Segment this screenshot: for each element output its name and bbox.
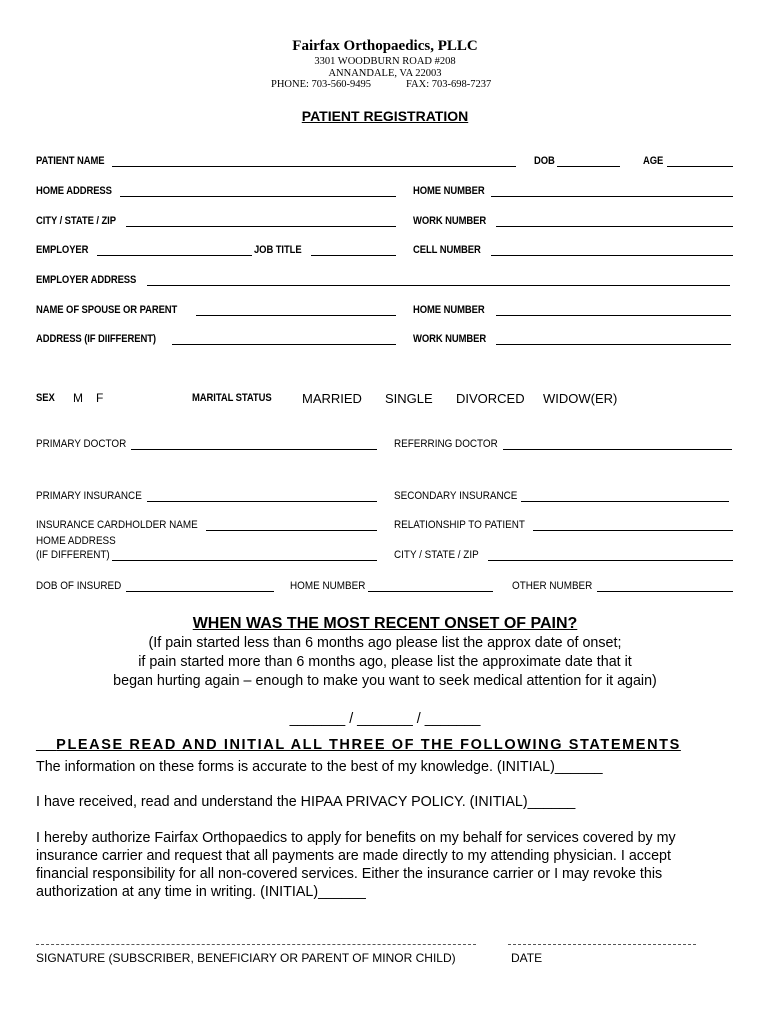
job-title-label: JOB TITLE	[254, 244, 302, 256]
work-number-label: WORK NUMBER	[413, 215, 487, 227]
statement-authorization-line3: financial responsibility for all non-covered services. Either the insurance carrier or I may revoke this	[36, 866, 663, 882]
dob-insured-field[interactable]	[126, 591, 274, 592]
insured-if-different-label: (IF DIFFERENT)	[36, 549, 110, 561]
home-address-field[interactable]	[120, 196, 396, 197]
statement-authorization-line2: insurance carrier and request that all payments are made directly to my attending physician. I accept	[36, 848, 671, 864]
secondary-insurance-field[interactable]	[521, 501, 729, 502]
spouse-work-number-label: WORK NUMBER	[413, 333, 487, 345]
home-number-label: HOME NUMBER	[413, 185, 485, 197]
practice-phone: PHONE: 703-560-9495	[271, 79, 372, 90]
primary-insurance-field[interactable]	[147, 501, 377, 502]
relationship-label: RELATIONSHIP TO PATIENT	[394, 519, 525, 531]
employer-address-field[interactable]	[147, 285, 730, 286]
practice-fax: FAX: 703-698-7237	[406, 79, 492, 90]
sex-option-m[interactable]: M	[73, 391, 83, 405]
home-address-label: HOME ADDRESS	[36, 185, 112, 197]
city-state-zip-label: CITY / STATE / ZIP	[36, 215, 116, 227]
spouse-work-number-field[interactable]	[496, 344, 731, 345]
primary-insurance-label: PRIMARY INSURANCE	[36, 490, 142, 502]
insured-home-number-field[interactable]	[368, 591, 493, 592]
statement-accuracy: The information on these forms is accurate to the best of my knowledge. (INITIAL)______	[36, 759, 603, 775]
spouse-home-number-field[interactable]	[496, 315, 731, 316]
marital-option-divorced[interactable]: DIVORCED	[456, 391, 525, 406]
spouse-home-number-label: HOME NUMBER	[413, 304, 485, 316]
other-number-field[interactable]	[597, 591, 733, 592]
insured-home-number-label: HOME NUMBER	[290, 580, 366, 592]
statement-hipaa: I have received, read and understand the HIPAA PRIVACY POLICY. (INITIAL)______	[36, 794, 576, 810]
employer-field[interactable]	[97, 255, 252, 256]
relationship-field[interactable]	[533, 530, 733, 531]
work-number-field[interactable]	[496, 226, 733, 227]
practice-address-line1: 3301 WOODBURN ROAD #208	[314, 56, 456, 67]
employer-label: EMPLOYER	[36, 244, 89, 256]
onset-instruction-line2: if pain started more than 6 months ago, please list the approximate date that it	[138, 654, 632, 670]
cell-number-label: CELL NUMBER	[413, 244, 481, 256]
insured-city-state-zip-field[interactable]	[488, 560, 733, 561]
dob-label: DOB	[534, 155, 555, 167]
insured-home-address-field[interactable]	[112, 560, 377, 561]
cardholder-name-field[interactable]	[206, 530, 377, 531]
statement-authorization-line1: I hereby authorize Fairfax Orthopaedics to apply for benefits on my behalf for services covered by my	[36, 830, 676, 846]
home-number-field[interactable]	[491, 196, 733, 197]
onset-instruction-line1: (If pain started less than 6 months ago please list the approx date of onset;	[148, 635, 622, 651]
cardholder-name-label: INSURANCE CARDHOLDER NAME	[36, 519, 198, 531]
city-state-zip-field[interactable]	[126, 226, 396, 227]
marital-option-widower[interactable]: WIDOW(ER)	[543, 391, 618, 406]
date-field[interactable]	[508, 944, 696, 945]
primary-doctor-field[interactable]	[131, 449, 377, 450]
insured-home-address-label: HOME ADDRESS	[36, 535, 116, 547]
employer-address-label: EMPLOYER ADDRESS	[36, 274, 137, 286]
patient-name-field[interactable]	[112, 166, 516, 167]
insured-city-state-zip-label: CITY / STATE / ZIP	[394, 549, 479, 561]
date-label: DATE	[511, 951, 543, 965]
secondary-insurance-label: SECONDARY INSURANCE	[394, 490, 518, 502]
referring-doctor-field[interactable]	[503, 449, 732, 450]
age-label: AGE	[643, 155, 664, 167]
patient-name-label: PATIENT NAME	[36, 155, 105, 167]
spouse-parent-label: NAME OF SPOUSE OR PARENT	[36, 304, 178, 316]
dob-insured-label: DOB OF INSURED	[36, 580, 122, 592]
signature-field[interactable]	[36, 944, 476, 945]
marital-option-single[interactable]: SINGLE	[385, 391, 433, 406]
marital-status-label: MARITAL STATUS	[192, 392, 272, 404]
job-title-field[interactable]	[311, 255, 396, 256]
onset-instruction-line3: began hurting again – enough to make you want to seek medical attention for it again)	[113, 673, 657, 689]
sex-option-f[interactable]: F	[96, 391, 104, 405]
onset-date-field[interactable]: _______ / _______ / _______	[289, 711, 481, 727]
onset-heading: WHEN WAS THE MOST RECENT ONSET OF PAIN?	[192, 615, 578, 632]
practice-name: Fairfax Orthopaedics, PLLC	[292, 38, 478, 54]
statement-authorization-line4: authorization at any time in writing. (INITIAL)______	[36, 884, 366, 900]
address-if-different-label: ADDRESS (IF DIIFFERENT)	[36, 333, 156, 345]
practice-address-line2: ANNANDALE, VA 22003	[328, 68, 442, 79]
form-title: PATIENT REGISTRATION	[301, 108, 469, 124]
marital-option-married[interactable]: MARRIED	[302, 391, 362, 406]
cell-number-field[interactable]	[491, 255, 733, 256]
referring-doctor-label: REFERRING DOCTOR	[394, 438, 498, 450]
age-field[interactable]	[667, 166, 733, 167]
signature-label: SIGNATURE (SUBSCRIBER, BENEFICIARY OR PARENT OF MINOR CHILD)	[36, 951, 456, 965]
primary-doctor-label: PRIMARY DOCTOR	[36, 438, 127, 450]
address-if-different-field[interactable]	[172, 344, 396, 345]
statements-heading: __ PLEASE READ AND INITIAL ALL THREE OF THE FOLLOWING STATEMENTS	[36, 737, 681, 753]
sex-label: SEX	[36, 392, 55, 404]
other-number-label: OTHER NUMBER	[512, 580, 593, 592]
spouse-parent-field[interactable]	[196, 315, 396, 316]
dob-field[interactable]	[557, 166, 620, 167]
